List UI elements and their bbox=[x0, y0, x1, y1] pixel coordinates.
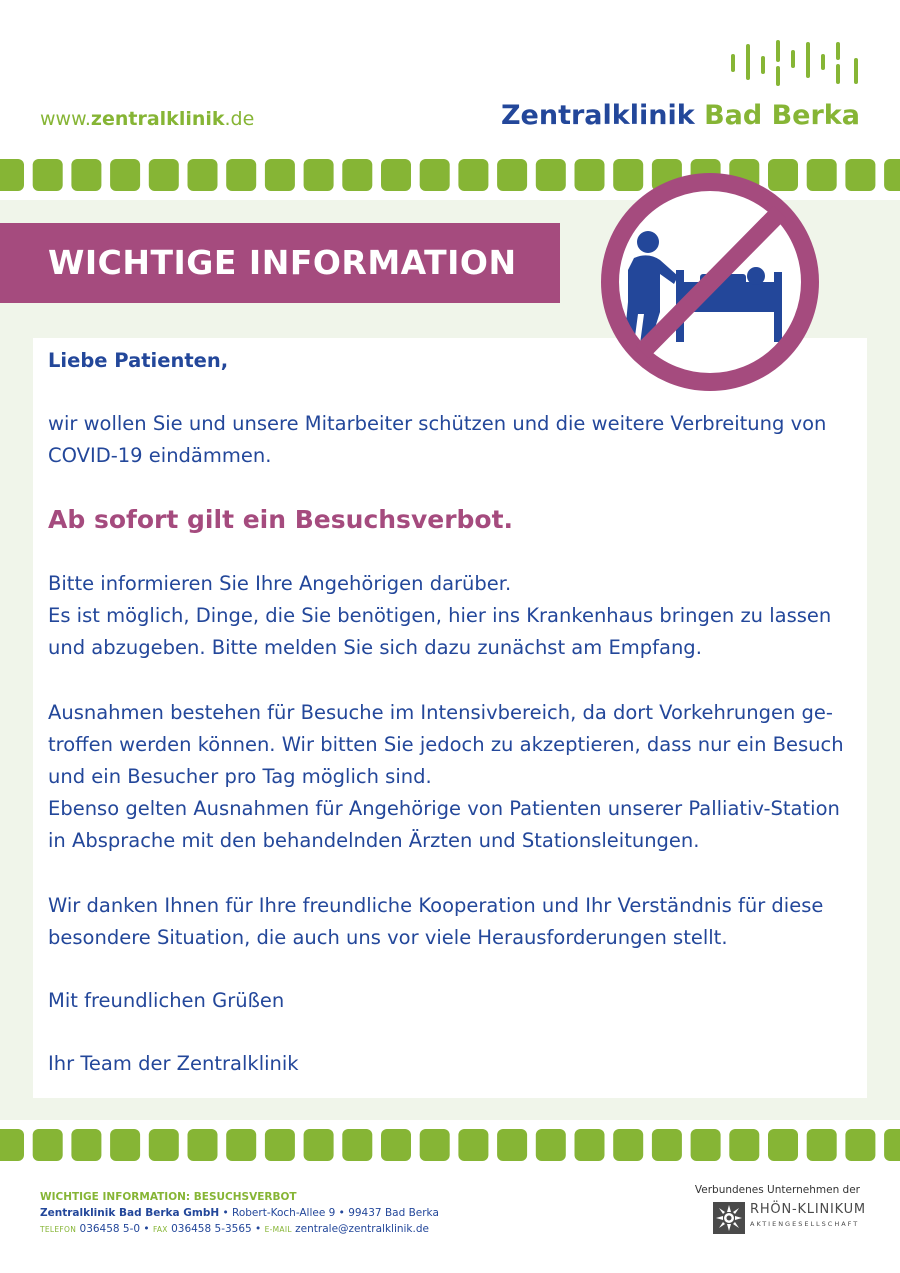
info-paragraph bbox=[48, 568, 856, 664]
exceptions-intensive: Ausnahmen bestehen für Besuche im Intensivbereich, da dort Vorkehrungen ge-troffen werden können. Wir bitten Sie jedoch zu akzeptieren, dass nur ein Besuch und ein Besucher pro Tag möglich sind. bbox=[48, 701, 844, 788]
partner-name: RHÖN-KLINIKUM bbox=[750, 1202, 866, 1217]
intro-paragraph: wir wollen Sie und unsere Mitarbeiter schützen und die weitere Verbreitung von COVID-19 eindämmen. bbox=[48, 412, 827, 467]
affiliation-label: Verbundenes Unternehmen der bbox=[694, 1184, 860, 1196]
exceptions-paragraph bbox=[48, 697, 856, 857]
bottom-dot-strip bbox=[0, 1128, 900, 1162]
info-line-2: Es ist möglich, Dinge, die Sie benötigen, hier ins Krankenhaus bringen zu lassen und abzugeben. Bitte melden Sie sich dazu zunächst am Empfang. bbox=[48, 604, 832, 659]
thanks-paragraph: Wir danken Ihnen für Ihre freundliche Kooperation und Ihr Verständnis für diese besondere Situation, die auch uns vor viele Herausforderungen stellt. bbox=[48, 894, 824, 949]
rhoen-klinikum-icon bbox=[713, 1202, 745, 1234]
partner-subtitle: AKTIENGESELLSCHAFT bbox=[750, 1220, 860, 1228]
info-line-1: Bitte informieren Sie Ihre Angehörigen darüber. bbox=[48, 572, 512, 595]
partner-logo bbox=[713, 1200, 866, 1236]
footer-contact: TELEFON 036458 5-0 • FAX 036458 5-3565 • E-MAIL zentrale@zentralklinik.de bbox=[40, 1223, 429, 1235]
visiting-ban-headline: Ab sofort gilt ein Besuchsverbot. bbox=[48, 505, 514, 534]
website-url[interactable]: www.zentralklinik.de bbox=[40, 108, 255, 130]
banner-title: WICHTIGE INFORMATION bbox=[48, 243, 517, 282]
signature: Ihr Team der Zentralklinik bbox=[48, 1052, 299, 1075]
footer-address: Zentralklinik Bad Berka GmbH • Robert-Koch-Allee 9 • 99437 Bad Berka bbox=[40, 1207, 439, 1219]
title-banner bbox=[0, 223, 560, 303]
greeting: Liebe Patienten, bbox=[48, 349, 229, 372]
exceptions-palliative: Ebenso gelten Ausnahmen für Angehörige von Patienten unserer Palliativ-Station in Absprache mit den behandelnden Ärzten und Stationsleitungen. bbox=[48, 797, 840, 852]
footer-title: WICHTIGE INFORMATION: BESUCHSVERBOT bbox=[40, 1191, 297, 1203]
closing: Mit freundlichen Grüßen bbox=[48, 989, 285, 1012]
email-link[interactable]: zentrale@zentralklinik.de bbox=[291, 1223, 429, 1235]
clinic-logo-text: Zentralklinik Bad Berka bbox=[500, 100, 860, 131]
clinic-logo-icon bbox=[730, 38, 862, 88]
